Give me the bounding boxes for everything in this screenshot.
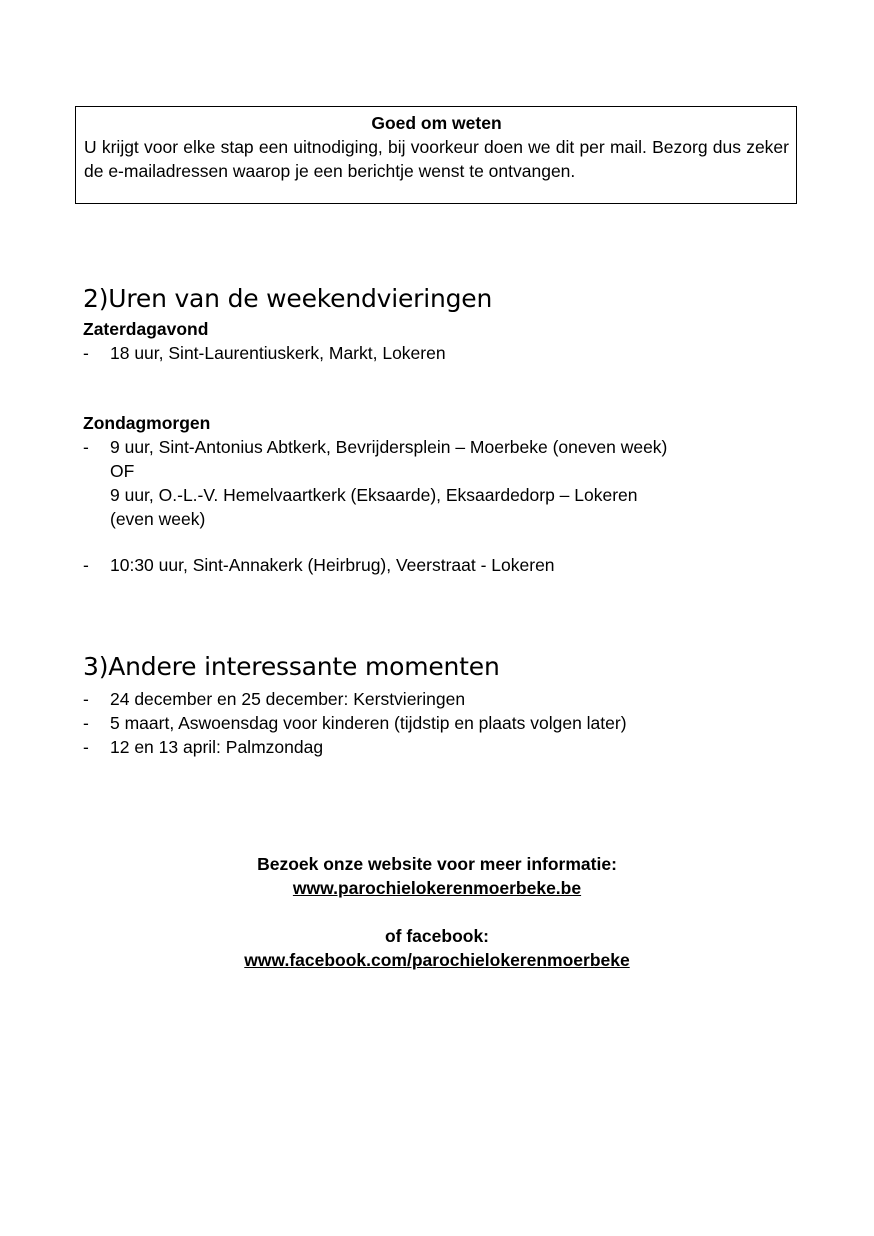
list-item bbox=[83, 711, 627, 735]
bullet-dash: - bbox=[83, 713, 89, 733]
website-link-row bbox=[0, 876, 874, 900]
facebook-link-row bbox=[0, 948, 874, 972]
list-item-text: 24 december en 25 december: Kerstvieringen bbox=[110, 689, 466, 709]
list-item-continuation: (even week) bbox=[110, 509, 206, 529]
facebook-prompt: of facebook: bbox=[384, 926, 490, 946]
bullet-dash: - bbox=[83, 343, 89, 363]
list-item bbox=[83, 687, 465, 711]
list-item-text: 5 maart, Aswoensdag voor kinderen (tijdstip en plaats volgen later) bbox=[110, 713, 627, 733]
list-item bbox=[83, 341, 446, 365]
bullet-dash: - bbox=[83, 689, 89, 709]
subheading-saturday: Zaterdagavond bbox=[83, 319, 209, 339]
subheading-sunday: Zondagmorgen bbox=[83, 413, 211, 433]
list-item bbox=[83, 735, 323, 759]
list-item bbox=[83, 553, 555, 577]
list-item bbox=[83, 435, 667, 459]
bullet-dash: - bbox=[83, 437, 89, 457]
bullet-dash: - bbox=[83, 555, 89, 575]
website-prompt: Bezoek onze website voor meer informatie: bbox=[257, 854, 617, 874]
list-item-text: 10:30 uur, Sint-Annakerk (Heirbrug), Veerstraat - Lokeren bbox=[110, 555, 555, 575]
info-box-title: Goed om weten bbox=[371, 113, 502, 133]
info-box-text: U krijgt voor elke stap een uitnodiging, bij voorkeur doen we dit per mail. Bezorg dus zeker de e-mailadressen waarop je een berichtje wenst te ontvangen. bbox=[84, 137, 789, 181]
list-item-continuation: OF bbox=[110, 461, 135, 481]
info-box bbox=[75, 106, 797, 204]
list-item-text: 18 uur, Sint-Laurentiuskerk, Markt, Lokeren bbox=[110, 343, 446, 363]
website-link[interactable]: www.parochielokerenmoerbeke.be bbox=[292, 878, 582, 898]
bullet-dash: - bbox=[83, 737, 89, 757]
section-heading-moments: 3)Andere interessante momenten bbox=[83, 652, 500, 681]
section-heading-weekend: 2)Uren van de weekendvieringen bbox=[83, 284, 493, 313]
list-item-text: 12 en 13 april: Palmzondag bbox=[110, 737, 324, 757]
list-item-text: 9 uur, Sint-Antonius Abtkerk, Bevrijdersplein – Moerbeke (oneven week) bbox=[110, 437, 668, 457]
list-item-continuation: 9 uur, O.-L.-V. Hemelvaartkerk (Eksaarde), Eksaardedorp – Lokeren bbox=[110, 485, 638, 505]
facebook-link[interactable]: www.facebook.com/parochielokerenmoerbeke bbox=[244, 950, 630, 970]
